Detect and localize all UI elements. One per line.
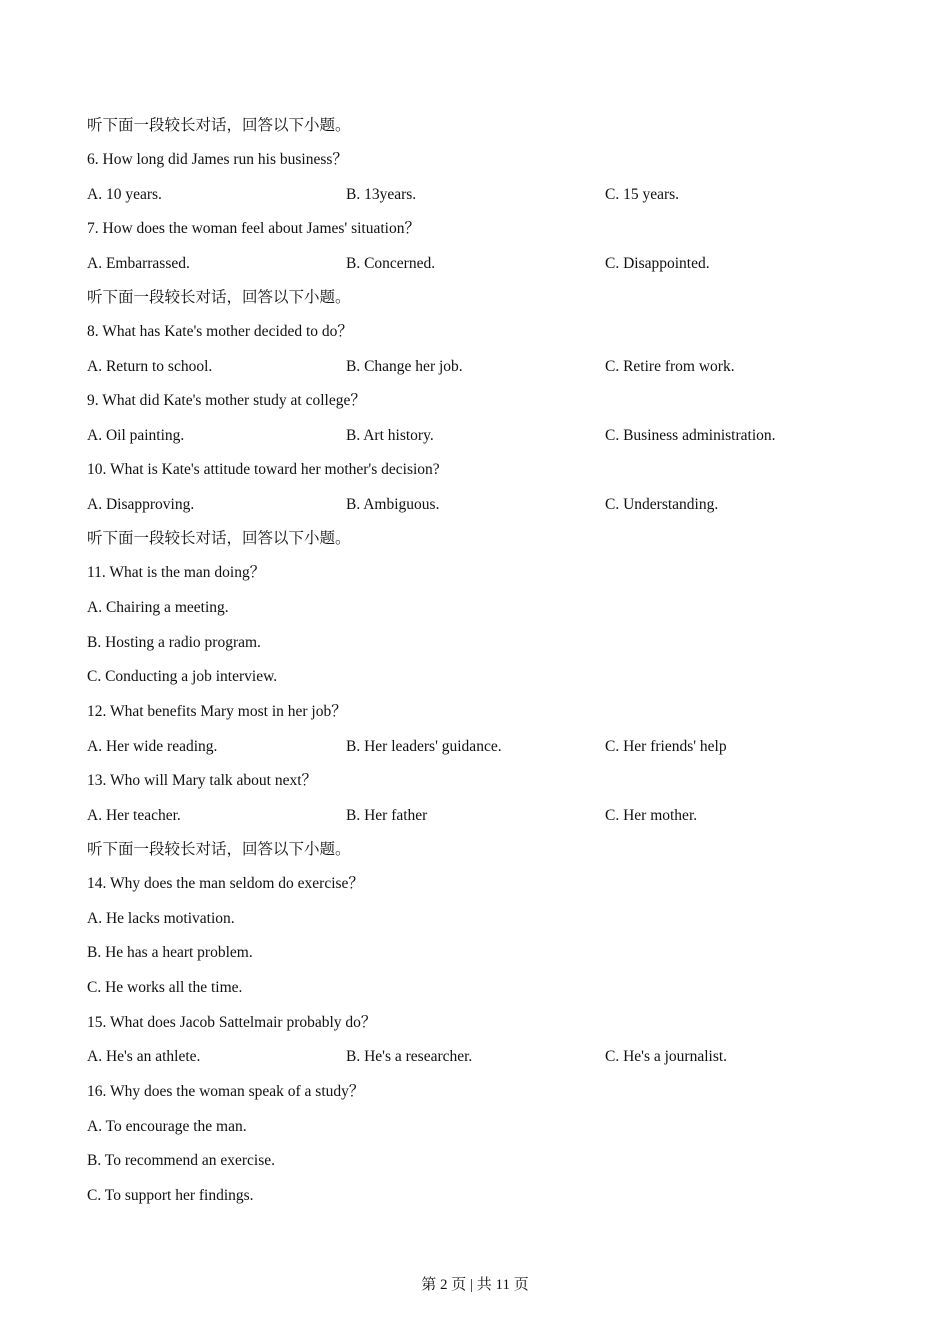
question-12: 12. What benefits Mary most in her job？	[87, 703, 347, 720]
option-11b: B. Hosting a radio program.	[87, 634, 261, 651]
option-10a: A. Disapproving.	[87, 496, 195, 513]
question-8: 8. What has Kate's mother decided to do？	[87, 323, 353, 340]
option-16c: C. To support her findings.	[87, 1187, 254, 1204]
question-7: 7. How does the woman feel about James' situation？	[87, 220, 420, 237]
option-10b: B. Ambiguous.	[346, 496, 440, 513]
option-9b: B. Art history.	[346, 427, 434, 444]
option-11a: A. Chairing a meeting.	[87, 599, 229, 616]
option-15b: B. He's a researcher.	[346, 1048, 473, 1065]
option-8a: A. Return to school.	[87, 358, 213, 375]
option-7b: B. Concerned.	[346, 255, 436, 272]
option-6b: B. 13years.	[346, 186, 417, 203]
question-15: 15. What does Jacob Sattelmair probably do？	[87, 1014, 377, 1031]
section-intro: 听下面一段较长对话，回答以下小题。	[87, 289, 351, 306]
section-intro: 听下面一段较长对话，回答以下小题。	[87, 117, 351, 134]
option-12b: B. Her leaders' guidance.	[346, 738, 502, 755]
option-7a: A. Embarrassed.	[87, 255, 190, 272]
option-15c: C. He's a journalist.	[605, 1048, 728, 1065]
option-8c: C. Retire from work.	[605, 358, 735, 375]
question-9: 9. What did Kate's mother study at college？	[87, 392, 366, 409]
option-13a: A. Her teacher.	[87, 807, 181, 824]
option-6c: C. 15 years.	[605, 186, 680, 203]
option-16b: B. To recommend an exercise.	[87, 1152, 276, 1169]
option-12c: C. Her friends' help	[605, 738, 727, 755]
option-15a: A. He's an athlete.	[87, 1048, 201, 1065]
option-13b: B. Her father	[346, 807, 428, 824]
option-16a: A. To encourage the man.	[87, 1118, 247, 1135]
option-13c: C. Her mother.	[605, 807, 698, 824]
question-16: 16. Why does the woman speak of a study？	[87, 1083, 365, 1100]
option-14a: A. He lacks motivation.	[87, 910, 235, 927]
question-10: 10. What is Kate's attitude toward her mother's decision?	[87, 461, 440, 478]
question-6: 6. How long did James run his business？	[87, 151, 348, 168]
option-11c: C. Conducting a job interview.	[87, 668, 278, 685]
question-11: 11. What is the man doing？	[87, 564, 266, 581]
option-8b: B. Change her job.	[346, 358, 463, 375]
option-14c: C. He works all the time.	[87, 979, 243, 996]
option-9a: A. Oil painting.	[87, 427, 185, 444]
question-14: 14. Why does the man seldom do exercise？	[87, 875, 364, 892]
section-intro: 听下面一段较长对话，回答以下小题。	[87, 841, 351, 858]
option-6a: A. 10 years.	[87, 186, 162, 203]
option-10c: C. Understanding.	[605, 496, 719, 513]
question-13: 13. Who will Mary talk about next？	[87, 772, 318, 789]
option-7c: C. Disappointed.	[605, 255, 710, 272]
option-14b: B. He has a heart problem.	[87, 944, 253, 961]
option-12a: A. Her wide reading.	[87, 738, 218, 755]
page-footer: 第 2 页 | 共 11 页	[421, 1277, 529, 1293]
section-intro: 听下面一段较长对话，回答以下小题。	[87, 530, 351, 547]
option-9c: C. Business administration.	[605, 427, 776, 444]
